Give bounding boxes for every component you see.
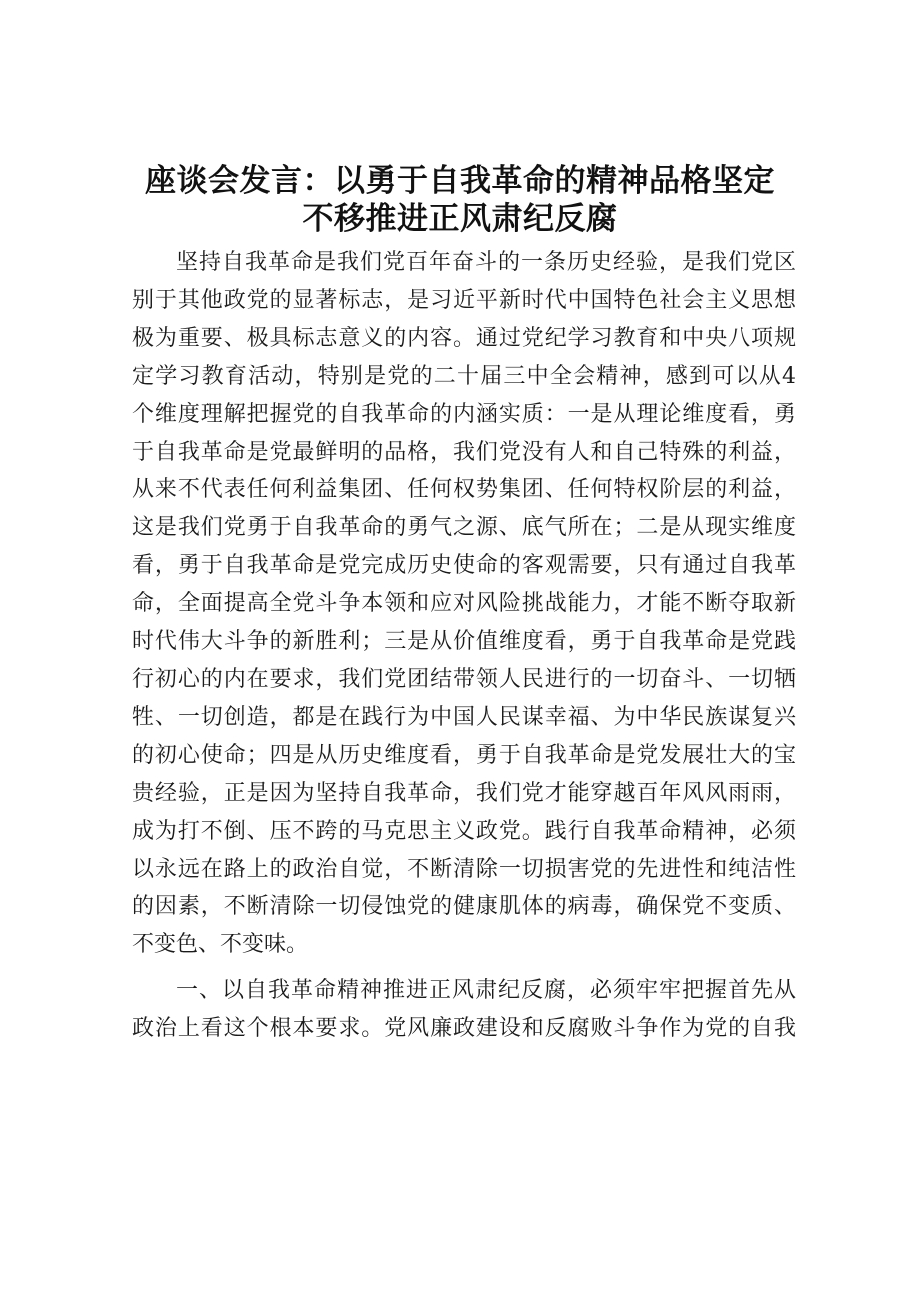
text-line: 贵经验，正是因为坚持自我革命，我们党才能穿越百年风风雨雨， xyxy=(132,780,796,806)
title-line: 不移推进正风肃纪反腐 xyxy=(302,201,618,237)
text-line: 命，全面提高全党斗争本领和应对风险挑战能力，才能不断夺取新 xyxy=(132,591,796,617)
paragraph-section-one xyxy=(132,972,796,1048)
title-line: 座谈会发言：以勇于自我革命的精神品格坚定 xyxy=(145,163,775,199)
text-line: 这是我们党勇于自我革命的勇气之源、底气所在；二是从现实维度 xyxy=(132,515,796,541)
text-line: 牲、一切创造，都是在践行为中国人民谋幸福、为中华民族谋复兴 xyxy=(132,704,796,730)
text-line: 不变色、不变味。 xyxy=(132,932,309,958)
text-line: 时代伟大斗争的新胜利；三是从价值维度看，勇于自我革命是党践 xyxy=(132,629,796,655)
text-line: 一、以自我革命精神推进正风肃纪反腐，必须牢牢把握首先从 xyxy=(176,978,796,1004)
text-line: 的初心使命；四是从历史维度看，勇于自我革命是党发展壮大的宝 xyxy=(132,742,796,768)
text-line: 从来不代表任何利益集团、任何权势集团、任何特权阶层的利益， xyxy=(132,477,796,503)
text-line: 的因素，不断清除一切侵蚀党的健康肌体的病毒，确保党不变质、 xyxy=(132,894,796,920)
text-line: 定学习教育活动，特别是党的二十届三中全会精神，感到可以从4 xyxy=(132,363,796,389)
text-line: 于自我革命是党最鲜明的品格，我们党没有人和自己特殊的利益， xyxy=(132,439,796,465)
text-line: 行初心的内在要求，我们党团结带领人民进行的一切奋斗、一切牺 xyxy=(132,666,796,692)
text-line: 坚持自我革命是我们党百年奋斗的一条历史经验，是我们党区 xyxy=(176,250,796,275)
text-line: 成为打不倒、压不跨的马克思主义政党。践行自我革命精神，必须 xyxy=(132,818,796,844)
document-body xyxy=(132,244,796,1048)
text-line: 看，勇于自我革命是党完成历史使命的客观需要，只有通过自我革 xyxy=(132,553,796,579)
paragraph-intro xyxy=(132,244,796,964)
text-line: 政治上看这个根本要求。党风廉政建设和反腐败斗争作为党的自我 xyxy=(132,1016,796,1042)
document-title xyxy=(0,162,920,238)
text-line: 个维度理解把握党的自我革命的内涵实质：一是从理论维度看，勇 xyxy=(132,401,796,427)
text-line: 以永远在路上的政治自觉，不断清除一切损害党的先进性和纯洁性 xyxy=(132,856,796,882)
text-line: 别于其他政党的显著标志，是习近平新时代中国特色社会主义思想 xyxy=(132,287,796,313)
text-line: 极为重要、极具标志意义的内容。通过党纪学习教育和中央八项规 xyxy=(132,325,796,351)
